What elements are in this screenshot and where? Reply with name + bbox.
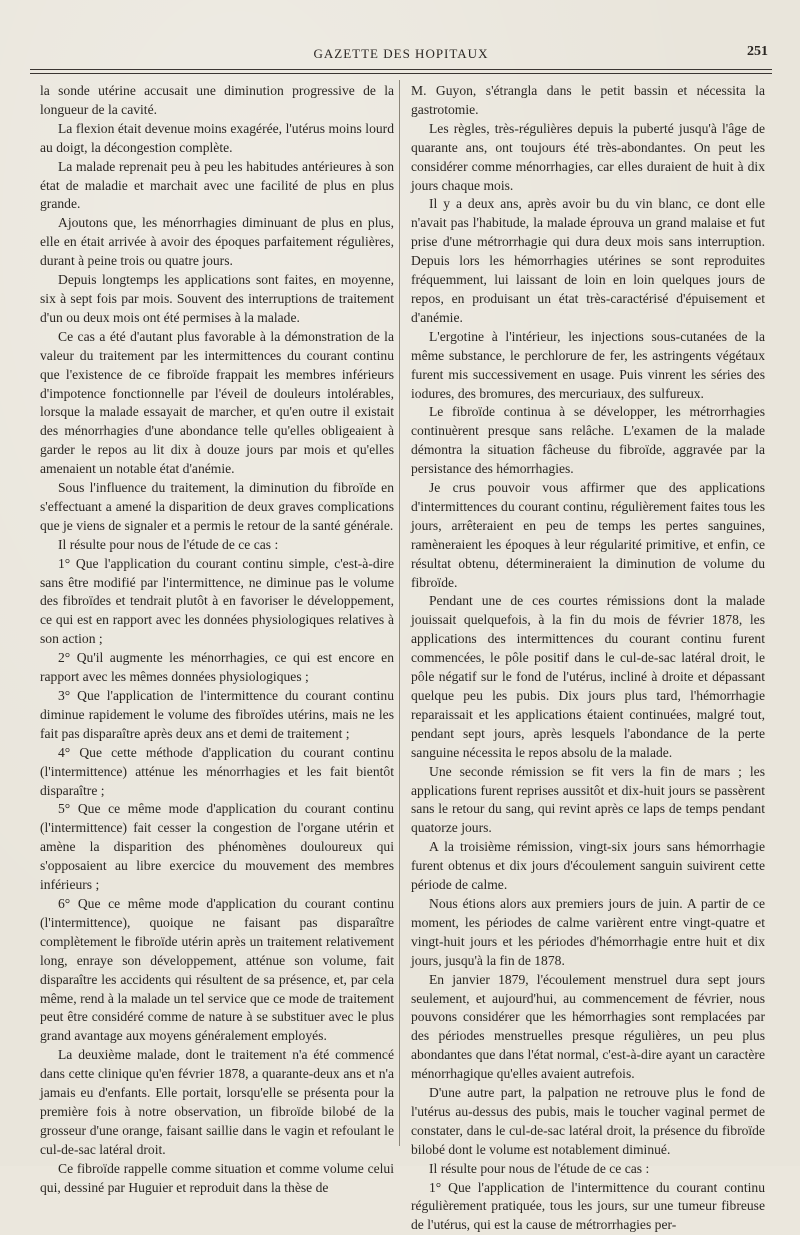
- paragraph: Pendant une de ces courtes rémissions dont la malade jouissait quelquefois, à la fin du mois de février 1878, les applications des intermittences du courant continu furent commencées, le pôle positif dans le cul-de-sac latéral droit, le pôle négatif sur le fond de l'utérus, incliné à droite et dépassant quelque peu les pubis. Dix jours plus tard, l'hémorrhagie reparaissait et les applications étaient continuées, malgré tout, pendant sept jours, après lesquels l'abondance de la perte sanguine nécessita le repos absolu de la malade.: [411, 593, 765, 760]
- paragraph: M. Guyon, s'étrangla dans le petit bassin et nécessita la gastrotomie.: [411, 83, 765, 117]
- paragraph: Ce fibroïde rappelle comme situation et comme volume celui qui, dessiné par Huguier et reproduit dans la thèse de: [40, 1160, 394, 1195]
- paragraph: A la troisième rémission, vingt-six jours sans hémorrhagie furent obtenus et dix jours d'écoulement sanguin suivirent cette période de calme.: [411, 839, 765, 893]
- left-column: [40, 82, 394, 1197]
- paragraph: L'ergotine à l'intérieur, les injections sous-cutanées de la même substance, le perchlorure de fer, les astringents végétaux furent mis successivement en usage. Puis vinrent les séries des iodures, des bromures, des mercuriaux, des sulfureux.: [411, 328, 765, 401]
- right-column: [411, 82, 765, 1235]
- paragraph: 1° Que l'application de l'intermittence du courant continu régulièrement pratiquée, tous les jours, sur une tumeur fibreuse de l'utérus, qui est la cause de métrorrhagies per-: [411, 1179, 765, 1233]
- paragraph: Ajoutons que, les ménorrhagies diminuant de plus en plus, elle en était arrivée à avoir des époques parfaitement régulières, durant à peine trois ou quatre jours.: [40, 215, 394, 269]
- page-header: [30, 44, 772, 68]
- publication-title: GAZETTE DES HOPITAUX: [313, 46, 489, 61]
- page-number: 251: [747, 44, 768, 59]
- paragraph: 3° Que l'application de l'intermittence du courant continu diminue rapidement le volume des fibroïdes utérins, mais ne les fait pas disparaître après deux ans et demi de traitement ;: [40, 688, 394, 741]
- paragraph: En janvier 1879, l'écoulement menstruel dura sept jours seulement, et aujourd'hui, au commencement de février, nous pouvons considérer que les hémorrhagies sont remplacées par des périodes menstruelles presque régulières, un peu plus abondantes que dans l'état normal, c'est-à-dire ayant un caractère ménorrhagique qu'elles avaient autrefois.: [411, 971, 765, 1082]
- paragraph: Le fibroïde continua à se développer, les métrorrhagies continuèrent presque sans relâche. L'examen de la malade démontra la situation fâcheuse du fibroïde, aggravée par la persistance des hémorrhagies.: [411, 404, 765, 477]
- paragraph: Sous l'influence du traitement, la diminution du fibroïde en s'effectuant a amené la disparition de deux graves complications que je viens de signaler et a permis le retour de la santé générale.: [40, 480, 394, 533]
- paragraph: la sonde utérine accusait une diminution progressive de la longueur de la cavité.: [40, 83, 394, 117]
- paragraph: 2° Qu'il augmente les ménorrhagies, ce qui est encore en rapport avec les mêmes données physiologiques ;: [40, 650, 394, 685]
- paragraph: La flexion était devenue moins exagérée, l'utérus moins lourd au doigt, la décongestion complète.: [40, 120, 394, 155]
- column-divider: [399, 80, 400, 1146]
- paragraph: Il résulte pour nous de l'étude de ce cas :: [429, 1160, 650, 1176]
- paragraph: 6° Que ce même mode d'application du courant continu (l'intermittence), quoique ne faisant pas disparaître complètement le fibroïde utérin après un traitement relativement long, enraye son développement, atténue son volume, fait disparaître les accidents qui résultent de sa présence, et, par cela même, rend à la malade un tel service que ce mode de traitement peut être considéré comme de nature à se substituer avec le plus grand avantage aux moyens généralement employés.: [40, 895, 394, 1044]
- paragraph: Nous étions alors aux premiers jours de juin. A partir de ce moment, les périodes de calme varièrent entre vingt-quatre et vingt-huit jours et les périodes d'hémorrhagie entre huit et dix jours, jusqu'à la fin de 1878.: [411, 895, 765, 968]
- paragraph: Une seconde rémission se fit vers la fin de mars ; les applications furent reprises aussitôt et dix-huit jours se passèrent sans le retour du sang, qui revint après ce laps de temps pendant quatorze jours.: [411, 763, 765, 836]
- header-rule-bottom: [30, 73, 772, 74]
- paragraph: Les règles, très-régulières depuis la puberté jusqu'à l'âge de quarante ans, ont toujours été très-abondantes. On peut les considérer comme ménorrhagies, car elles duraient de huit à dix jours chaque mois.: [411, 120, 765, 193]
- paragraph: Depuis longtemps les applications sont faites, en moyenne, six à sept fois par mois. Souvent des interruptions de traitement d'un ou deux mois ont été permises à la malade.: [40, 272, 394, 325]
- paragraph: Il y a deux ans, après avoir bu du vin blanc, ce dont elle n'avait pas l'habitude, la malade éprouva un grand malaise et fut prise d'une métrorrhagie qui dura deux mois sans interruption. Depuis lors les hémorrhagies utérines se sont reproduites fréquemment, lui laissant de loin en loin quelques jours de repos, en produisant un état très-caractérisé d'épuisement et d'anémie.: [411, 196, 765, 325]
- paragraph: 1° Que l'application du courant continu simple, c'est-à-dire sans être modifié par l'intermittence, ne diminue pas le volume des fibroïdes et tendrait plutôt à en favoriser le développement, ce qui est en rapport avec les données physiologiques relatives à son action ;: [40, 555, 394, 647]
- header-rule-top: [30, 69, 772, 70]
- paragraph: La malade reprenait peu à peu les habitudes antérieures à son état de maladie et marchait avec une facilité de plus en plus grande.: [40, 158, 394, 212]
- paragraph: D'une autre part, la palpation ne retrouve plus le fond de l'utérus au-dessus des pubis, mais le toucher vaginal permet de constater, dans le cul-de-sac latéral droit, la présence du fibroïde bilobé dont le volume est notablement diminué.: [411, 1085, 765, 1157]
- paragraph: La deuxième malade, dont le traitement n'a été commencé dans cette clinique qu'en février 1878, a quarante-deux ans et n'a jamais eu d'enfants. Elle portait, lorsqu'elle se présenta pour la première fois à notre observation, un fibroïde bilobé de la grosseur d'une orange, faisant saillie dans le vagin et refoulant le cul-de-sac latéral droit.: [40, 1047, 394, 1157]
- paragraph: Je crus pouvoir vous affirmer que des applications d'intermittences du courant continu, régulièrement faites tous les jours, arrêteraient en peu de temps les pertes sanguines, ramèneraient les époques à leur régularité primitive, et enfin, ce résultat obtenu, détermineraient la diminution de volume du fibroïde.: [411, 480, 765, 590]
- paragraph: Il résulte pour nous de l'étude de ce cas :: [58, 536, 279, 552]
- paragraph: 4° Que cette méthode d'application du courant continu (l'intermittence) atténue les ménorrhagies et les fait bientôt disparaître ;: [40, 744, 394, 798]
- paragraph: Ce cas a été d'autant plus favorable à la démonstration de la valeur du traitement par les intermittences du courant continu que l'existence de ce fibroïde frappait les membres inférieurs d'impotence fonctionnelle par l'éveil de douleurs intolérables, lorsque la malade essayait de marcher, et qu'en outre il existait des ménorrhagies d'une abondance telle qu'elles obligeaient à garder le repos au lit dix à douze jours par mois et qu'elles amenaient un notable état d'anémie.: [40, 328, 394, 477]
- paragraph: 5° Que ce même mode d'application du courant continu (l'intermittence) fait cesser la congestion de l'organe utérin et amène la disparition des phénomènes douloureux qui s'opposaient au libre exercice du mouvement des membres inférieurs ;: [40, 801, 394, 893]
